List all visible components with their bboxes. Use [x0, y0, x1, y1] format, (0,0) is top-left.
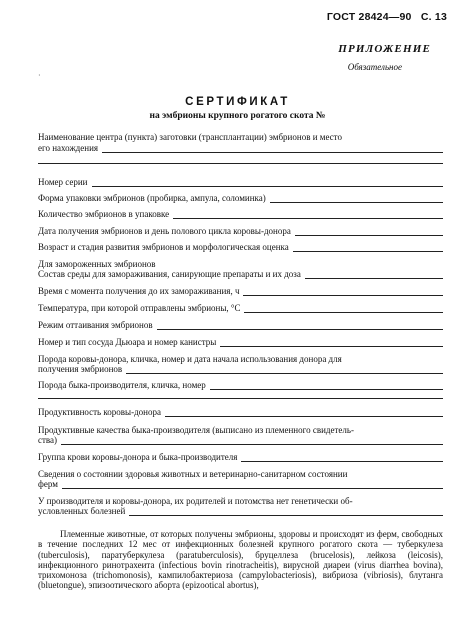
- certificate-subtitle: на эмбрионы крупного рогатого скота №: [149, 111, 326, 121]
- field-series[interactable]: Номер серии: [38, 177, 443, 187]
- field-thaw-blank[interactable]: [157, 321, 443, 330]
- field-date-cycle-blank[interactable]: [295, 227, 443, 236]
- field-age-stage-blank[interactable]: [293, 243, 443, 252]
- field-donor-blank[interactable]: [126, 365, 443, 374]
- mandatory-label: Обязательное: [347, 62, 402, 72]
- field-center-line2[interactable]: его нахождения: [38, 143, 443, 153]
- blank-rule[interactable]: [38, 163, 443, 164]
- field-date-cycle[interactable]: Дата получения эмбрионов и день полового цикла коровы-донора: [38, 226, 443, 236]
- field-series-blank[interactable]: [92, 178, 444, 187]
- field-genetic-line2[interactable]: условленных болезней: [38, 506, 443, 516]
- field-health-line2[interactable]: ферм: [38, 479, 443, 489]
- page-number: С. 13: [420, 11, 447, 23]
- field-pack-form-blank[interactable]: [270, 194, 443, 203]
- field-productivity-blank[interactable]: [165, 408, 443, 417]
- field-blood-blank[interactable]: [241, 453, 443, 462]
- field-sire-quality-line1: Продуктивные качества быка-производителя (выписано из племенного свидетель-: [38, 425, 354, 435]
- field-genetic-blank[interactable]: [129, 507, 443, 516]
- field-dewar-blank[interactable]: [220, 338, 443, 347]
- field-pack-form[interactable]: Форма упаковки эмбрионов (пробирка, ампула, соломинка): [38, 193, 443, 203]
- field-frozen-line1: Для замороженных эмбрионов: [38, 259, 156, 269]
- field-center-blank[interactable]: [102, 144, 443, 153]
- field-health-blank[interactable]: [62, 480, 443, 489]
- field-productivity[interactable]: Продуктивность коровы-донора: [38, 407, 443, 417]
- field-age-stage[interactable]: Возраст и стадия развития эмбрионов и морфологическая оценка: [38, 242, 443, 252]
- field-thaw[interactable]: Режим оттаивания эмбрионов: [38, 320, 443, 330]
- certificate-title: СЕРТИФИКАТ: [185, 96, 290, 108]
- field-frozen-blank[interactable]: [305, 270, 443, 279]
- field-sire[interactable]: Порода быка-производителя, кличка, номер: [38, 380, 443, 390]
- field-qty[interactable]: Количество эмбрионов в упаковке: [38, 209, 443, 219]
- field-qty-blank[interactable]: [173, 210, 443, 219]
- field-time-freeze[interactable]: Время с момента получения до их замораживания, ч: [38, 286, 443, 296]
- page-header: [327, 11, 447, 23]
- stray-mark: ·: [38, 71, 41, 80]
- field-temp[interactable]: Температура, при которой отправлены эмбрионы, °С: [38, 303, 443, 313]
- field-dewar[interactable]: Номер и тип сосуда Дьюара и номер канистры: [38, 337, 443, 347]
- appendix-label: ПРИЛОЖЕНИЕ: [338, 43, 431, 55]
- field-donor-line1: Порода коровы-донора, кличка, номер и дата начала использования донора для: [38, 354, 342, 364]
- field-sire-blank[interactable]: [210, 381, 443, 390]
- field-sire-quality-blank[interactable]: [61, 436, 443, 445]
- field-donor-line2[interactable]: получения эмбрионов: [38, 364, 443, 374]
- gost-number: ГОСТ 28424—90: [326, 11, 412, 23]
- blank-rule[interactable]: [38, 398, 443, 399]
- field-genetic-line1: У производителя и коровы-донора, их родителей и потомства нет генетически об-: [38, 496, 353, 506]
- field-sire-quality-line2[interactable]: ства): [38, 435, 443, 445]
- field-center-line1: Наименование центра (пункта) заготовки (трансплантации) эмбрионов и место: [38, 132, 342, 142]
- field-health-line1: Сведения о состоянии здоровья животных и ветеринарно-санитарном состоянии: [38, 469, 348, 479]
- field-blood[interactable]: Группа крови коровы-донора и быка-производителя: [38, 452, 443, 462]
- field-frozen-line2[interactable]: Состав среды для замораживания, санирующие препараты и их доза: [38, 269, 443, 279]
- field-time-freeze-blank[interactable]: [243, 287, 443, 296]
- field-temp-blank[interactable]: [244, 304, 443, 313]
- health-statement-paragraph: Племенные животные, от которых получены эмбрионы, здоровы и происходят из ферм, свободных в течение последних 12 мес от инфекционных болезней крупного рогатого скота — туберкулеза (tuberculosis), паратуберкулеза (paratuberculosis), бруцеллеза (brucelosis), лейкоза (leicosis), инфекционного ринотрахеита (infectious bovin rinotracheitis), вирусной диареи (virus diarrhea bovina), трихомоноза (trichomonosis), кампилобактериоза (campylobacteriosis), вибриоза (vibriosis), блутанга (bluetongue), эпизоотического аборта (epizootical abortus),: [38, 529, 443, 591]
